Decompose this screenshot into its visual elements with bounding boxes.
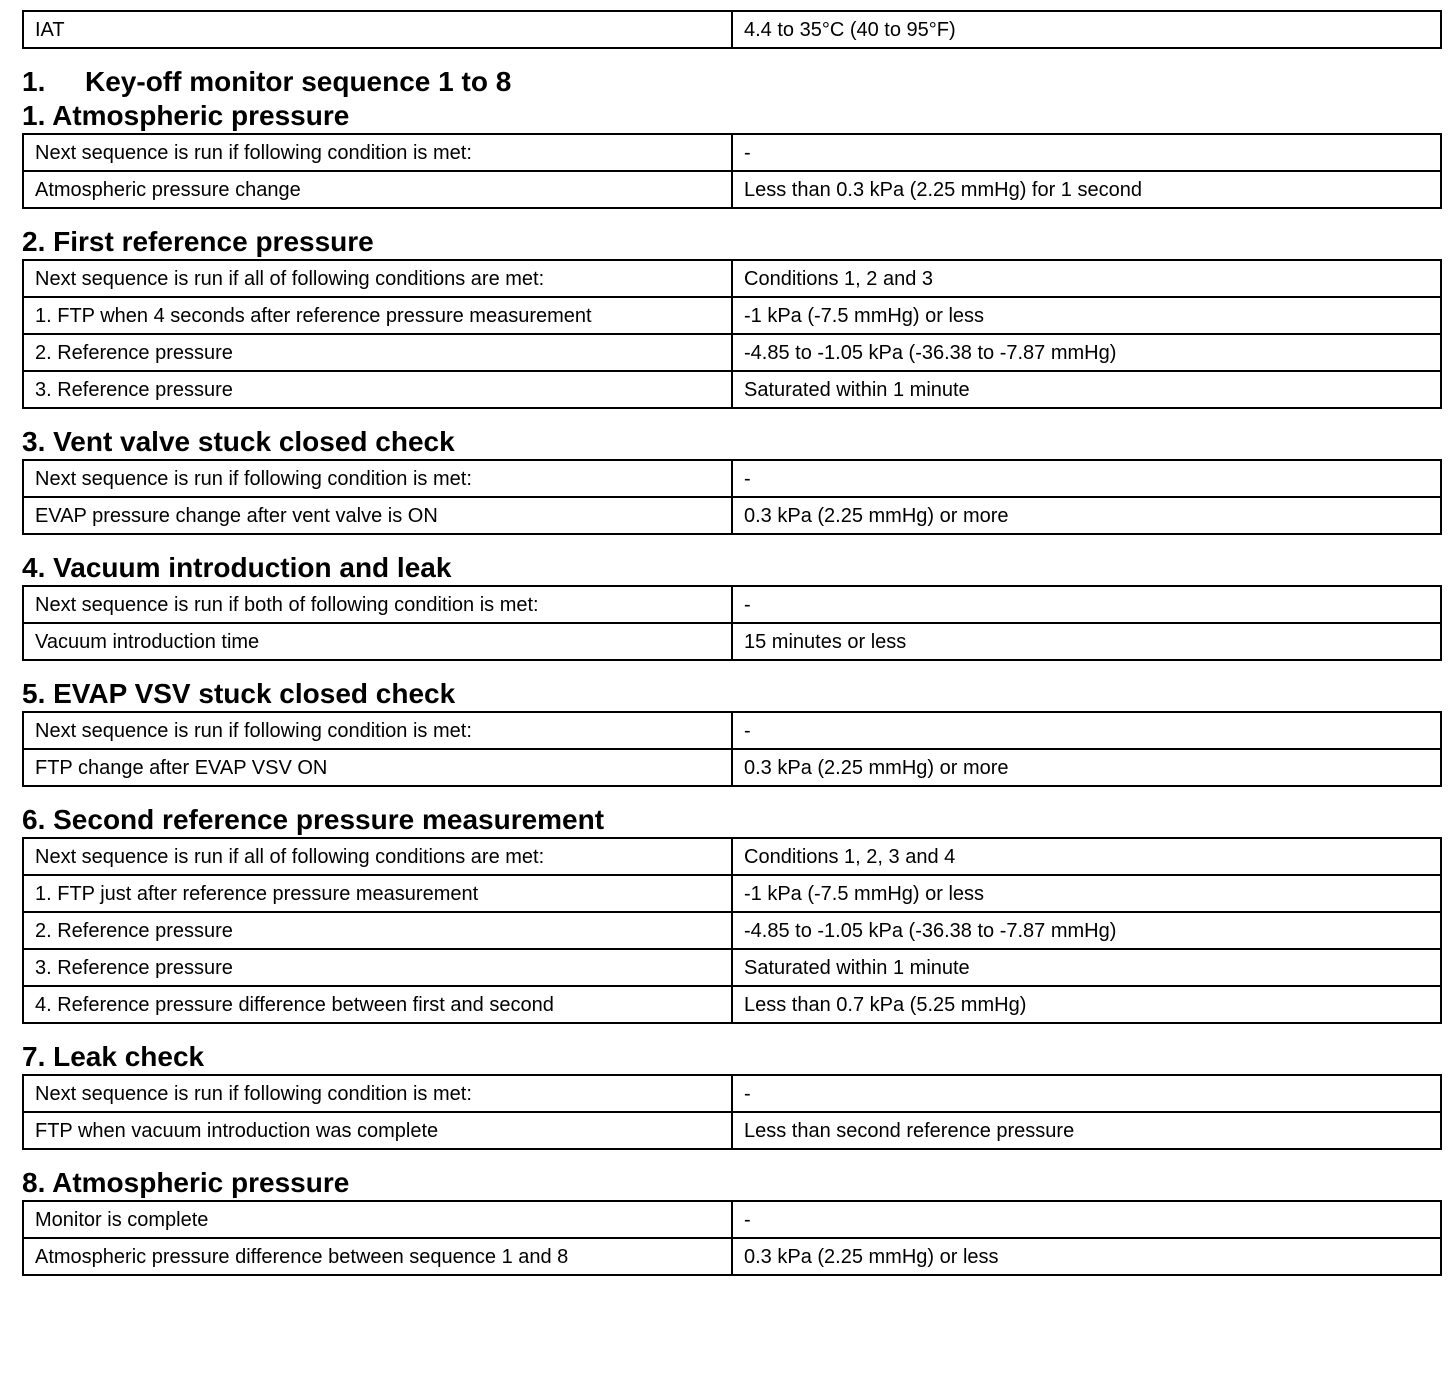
condition-value: -4.85 to -1.05 kPa (-36.38 to -7.87 mmHg) [732, 334, 1441, 371]
condition-value: Conditions 1, 2, 3 and 4 [732, 838, 1441, 875]
condition-table [22, 133, 1442, 209]
table-row [23, 1112, 1441, 1149]
table-row [23, 371, 1441, 408]
sequence-section [22, 99, 1440, 209]
section-title: 4. Vacuum introduction and leak [22, 552, 452, 583]
table-row [23, 134, 1441, 171]
condition-label: Next sequence is run if following condition is met: [23, 712, 732, 749]
main-heading-number: 1. [22, 66, 46, 97]
condition-table [22, 1074, 1442, 1150]
table-row [23, 712, 1441, 749]
condition-label: 2. Reference pressure [23, 912, 732, 949]
condition-value: - [732, 460, 1441, 497]
condition-label: 3. Reference pressure [23, 949, 732, 986]
condition-value: Less than 0.7 kPa (5.25 mmHg) [732, 986, 1441, 1023]
condition-label: 1. FTP just after reference pressure measurement [23, 875, 732, 912]
condition-value: -1 kPa (-7.5 mmHg) or less [732, 875, 1441, 912]
condition-value: Saturated within 1 minute [732, 371, 1441, 408]
condition-value: Conditions 1, 2 and 3 [732, 260, 1441, 297]
section-title: 1. Atmospheric pressure [22, 100, 350, 131]
table-row [23, 949, 1441, 986]
condition-table [22, 711, 1442, 787]
condition-label: Next sequence is run if following condition is met: [23, 1075, 732, 1112]
condition-value: - [732, 134, 1441, 171]
condition-label: Next sequence is run if following condition is met: [23, 134, 732, 171]
condition-value: Saturated within 1 minute [732, 949, 1441, 986]
section-title: 6. Second reference pressure measurement [22, 804, 605, 835]
condition-label: 1. FTP when 4 seconds after reference pressure measurement [23, 297, 732, 334]
section-title: 7. Leak check [22, 1041, 205, 1072]
sequence-section [22, 1166, 1440, 1276]
condition-table [22, 1200, 1442, 1276]
table-row [23, 838, 1441, 875]
sequence-section [22, 551, 1440, 661]
sequence-section [22, 225, 1440, 409]
condition-label: 3. Reference pressure [23, 371, 732, 408]
sequence-sections [22, 99, 1440, 1276]
condition-label: FTP change after EVAP VSV ON [23, 749, 732, 786]
main-heading-title: Key-off monitor sequence 1 to 8 [85, 66, 512, 97]
main-heading [22, 65, 1440, 99]
table-row [23, 586, 1441, 623]
table-row [23, 497, 1441, 534]
sequence-section [22, 803, 1440, 1024]
condition-label: Atmospheric pressure change [23, 171, 732, 208]
condition-value: - [732, 712, 1441, 749]
table-row [23, 1238, 1441, 1275]
condition-label: 4. Reference pressure difference between first and second [23, 986, 732, 1023]
condition-value: 15 minutes or less [732, 623, 1441, 660]
condition-value: Less than second reference pressure [732, 1112, 1441, 1149]
table-row [23, 297, 1441, 334]
table-row [23, 623, 1441, 660]
section-title: 3. Vent valve stuck closed check [22, 426, 455, 457]
table-row [23, 334, 1441, 371]
condition-label: 2. Reference pressure [23, 334, 732, 371]
condition-value: - [732, 1075, 1441, 1112]
section-title: 8. Atmospheric pressure [22, 1167, 350, 1198]
condition-value: 0.3 kPa (2.25 mmHg) or more [732, 497, 1441, 534]
sequence-section [22, 1040, 1440, 1150]
condition-value: 0.3 kPa (2.25 mmHg) or more [732, 749, 1441, 786]
condition-table [22, 459, 1442, 535]
condition-table [22, 837, 1442, 1024]
iat-condition-table [22, 10, 1442, 49]
condition-value: - [732, 586, 1441, 623]
sequence-section [22, 677, 1440, 787]
condition-value: -1 kPa (-7.5 mmHg) or less [732, 297, 1441, 334]
condition-label: Next sequence is run if all of following conditions are met: [23, 260, 732, 297]
condition-label: Next sequence is run if following condition is met: [23, 460, 732, 497]
table-row [23, 986, 1441, 1023]
condition-value: 0.3 kPa (2.25 mmHg) or less [732, 1238, 1441, 1275]
table-row [23, 912, 1441, 949]
condition-label: Vacuum introduction time [23, 623, 732, 660]
condition-label: IAT [23, 11, 732, 48]
table-row [23, 875, 1441, 912]
condition-label: Next sequence is run if all of following conditions are met: [23, 838, 732, 875]
table-row [23, 749, 1441, 786]
table-row [23, 11, 1441, 48]
condition-label: Atmospheric pressure difference between sequence 1 and 8 [23, 1238, 732, 1275]
table-row [23, 1075, 1441, 1112]
condition-table [22, 585, 1442, 661]
table-row [23, 460, 1441, 497]
condition-value: Less than 0.3 kPa (2.25 mmHg) for 1 second [732, 171, 1441, 208]
sequence-section [22, 425, 1440, 535]
section-title: 2. First reference pressure [22, 226, 374, 257]
condition-label: FTP when vacuum introduction was complete [23, 1112, 732, 1149]
table-row [23, 1201, 1441, 1238]
section-title: 5. EVAP VSV stuck closed check [22, 678, 456, 709]
condition-label: Monitor is complete [23, 1201, 732, 1238]
condition-value: -4.85 to -1.05 kPa (-36.38 to -7.87 mmHg) [732, 912, 1441, 949]
condition-label: EVAP pressure change after vent valve is ON [23, 497, 732, 534]
condition-value: 4.4 to 35°C (40 to 95°F) [732, 11, 1441, 48]
table-row [23, 260, 1441, 297]
document-page [22, 10, 1440, 1276]
condition-table [22, 259, 1442, 409]
condition-value: - [732, 1201, 1441, 1238]
condition-label: Next sequence is run if both of following condition is met: [23, 586, 732, 623]
table-row [23, 171, 1441, 208]
